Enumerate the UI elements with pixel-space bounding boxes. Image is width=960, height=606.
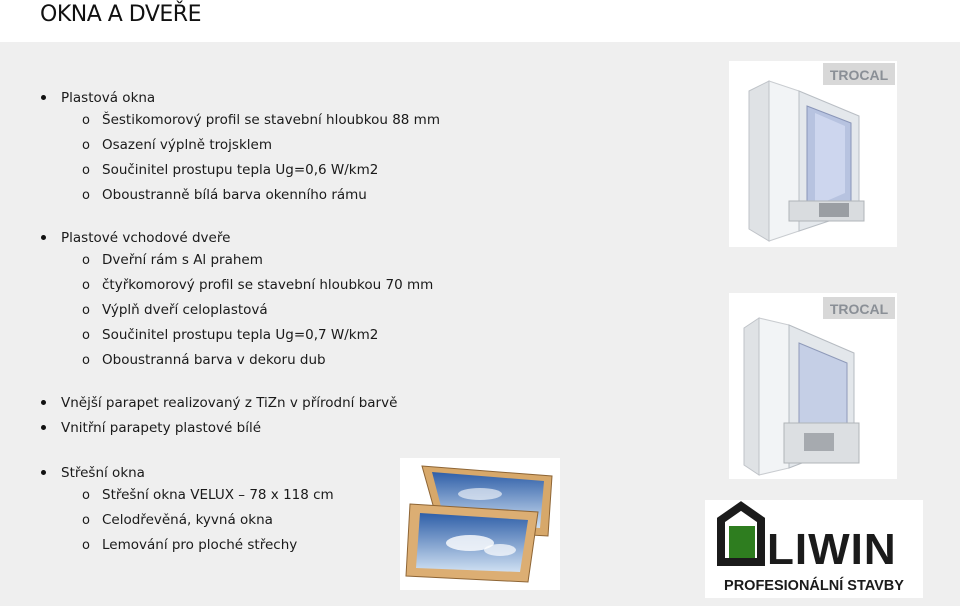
sub-marker: o	[82, 303, 90, 318]
group-vchodove-dvere	[40, 228, 700, 373]
bullet-heading: Plastová okna	[40, 88, 700, 108]
list-item: o Součinitel prostupu tepla Ug=0,6 W/km2	[40, 158, 700, 183]
sub-marker: o	[82, 328, 90, 343]
sub-marker: o	[82, 138, 90, 153]
bullet-parapet-interior: Vnitřní parapety plastové bílé	[40, 418, 700, 438]
list-item: o Oboustranně bílá barva okenního rámu	[40, 183, 700, 208]
bullet-heading: Plastové vchodové dveře	[40, 228, 700, 248]
door-profile-image	[729, 293, 897, 479]
page-title: OKNA A DVEŘE	[40, 2, 201, 27]
sub-marker: o	[82, 353, 90, 368]
list-item: o Střešní okna VELUX – 78 x 118 cm	[40, 483, 700, 508]
liwin-logo	[705, 500, 923, 598]
sub-marker: o	[82, 253, 90, 268]
trocal-logo: TROCAL	[829, 67, 889, 83]
logo-wordmark: LIWIN	[767, 525, 897, 574]
sub-marker: o	[82, 113, 90, 128]
bullet-parapet-exterior: Vnější parapet realizovaný z TiZn v přírodní barvě	[40, 393, 700, 413]
list-item: o Součinitel prostupu tepla Ug=0,7 W/km2	[40, 323, 700, 348]
sub-marker: o	[82, 538, 90, 553]
list-item: o Oboustranná barva v dekoru dub	[40, 348, 700, 373]
group-stresni-okna	[40, 463, 700, 558]
roof-window-image	[400, 458, 560, 590]
list-item: o Osazení výplně trojsklem	[40, 133, 700, 158]
list-item: o Šestikomorový profil se stavební hloubkou 88 mm	[40, 108, 700, 133]
trocal-logo: TROCAL	[829, 301, 889, 317]
sub-marker: o	[82, 188, 90, 203]
group-plastova-okna	[40, 88, 700, 208]
logo-tagline: PROFESIONÁLNÍ STAVBY	[724, 578, 904, 594]
list-item: o čtyřkomorový profil se stavební hloubkou 70 mm	[40, 273, 700, 298]
sub-marker: o	[82, 513, 90, 528]
sub-marker: o	[82, 278, 90, 293]
bullet-heading: Střešní okna	[40, 463, 700, 483]
list-item: o Výplň dveří celoplastová	[40, 298, 700, 323]
content-list	[40, 88, 700, 558]
sub-marker: o	[82, 163, 90, 178]
sub-marker: o	[82, 488, 90, 503]
list-item: o Lemování pro ploché střechy	[40, 533, 700, 558]
list-item: o Celodřevěná, kyvná okna	[40, 508, 700, 533]
list-item: o Dveřní rám s Al prahem	[40, 248, 700, 273]
window-profile-image	[729, 61, 897, 247]
